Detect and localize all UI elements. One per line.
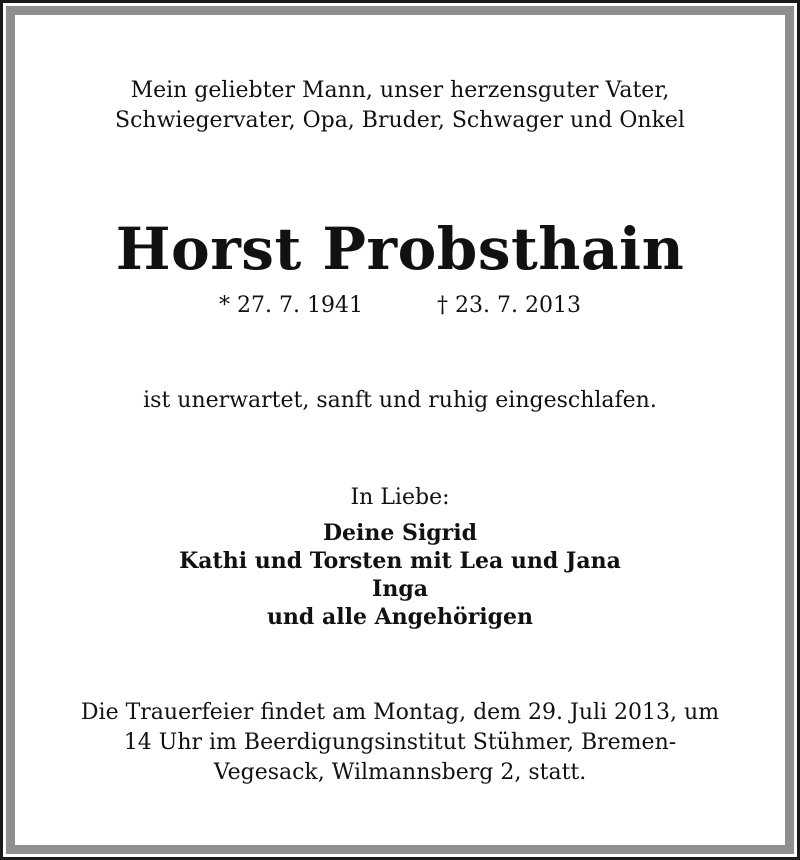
intro-text: [18, 76, 782, 136]
deceased-name: Horst Probsthain: [115, 215, 685, 283]
death-date: † 23. 7. 2013: [437, 293, 581, 318]
life-dates: [18, 292, 782, 320]
funeral-line-1: Die Trauerfeier findet am Montag, dem 29. Juli 2013, um: [80, 700, 720, 725]
mourner-name: Kathi und Torsten mit Lea und Jana: [179, 548, 621, 574]
funeral-notice: [18, 698, 782, 788]
mourner-name: Inga: [372, 576, 428, 602]
passing-message: ist unerwartet, sanft und ruhig eingeschlafen.: [143, 388, 657, 413]
intro-line-1: Mein geliebter Mann, unser herzensguter Vater,: [130, 78, 670, 103]
funeral-line-2: 14 Uhr im Beerdigungsinstitut Stühmer, Bremen-: [123, 730, 677, 755]
intro-line-2: Schwiegervater, Opa, Bruder, Schwager und Onkel: [115, 108, 685, 133]
funeral-line-3: Vegesack, Wilmannsberg 2, statt.: [213, 760, 587, 785]
birth-date: * 27. 7. 1941: [219, 293, 363, 318]
mourners-list: [18, 519, 782, 631]
obituary-content: [18, 18, 782, 842]
mourner-name: und alle Angehörigen: [266, 604, 534, 630]
mourners-label: In Liebe:: [350, 485, 450, 510]
mourner-name: Deine Sigrid: [322, 520, 478, 546]
